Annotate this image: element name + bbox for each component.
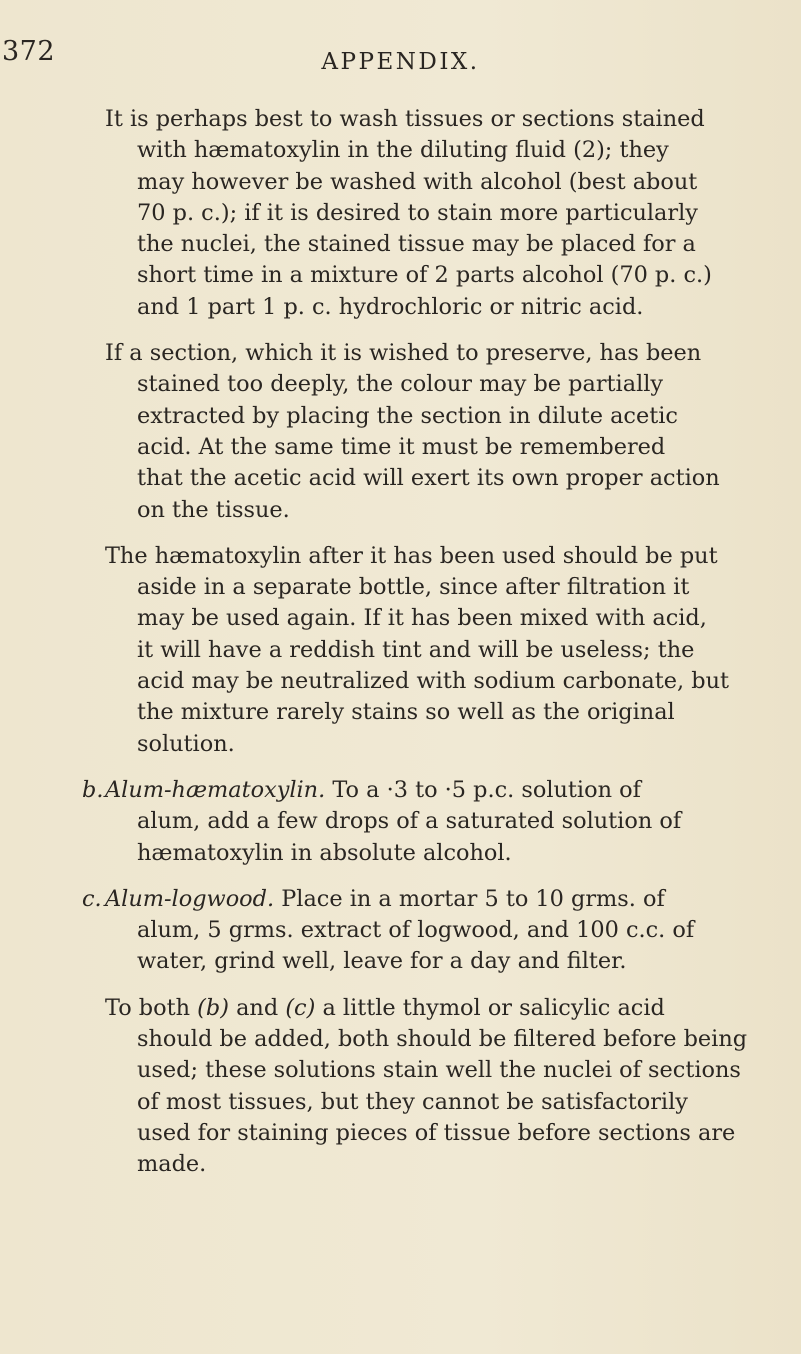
- text-line: alum, add a few drops of a saturated solution of: [137, 808, 682, 835]
- item-title: Alum-logwood.: [105, 885, 275, 912]
- text-line: 70 p. c.); if it is desired to stain more particularly: [137, 199, 698, 226]
- text-line: that the acetic acid will exert its own proper action: [137, 465, 720, 492]
- item-text: To a ·3 to ·5 p.c. solution of: [325, 776, 641, 803]
- text-line: The hæmatoxylin after it has been used should be put: [105, 542, 718, 569]
- running-head: APPENDIX.: [321, 49, 480, 75]
- text-line: may however be washed with alcohol (best about: [137, 168, 698, 195]
- text-line: the mixture rarely stains so well as the original: [137, 699, 675, 726]
- item-text: Place in a mortar 5 to 10 grms. of: [274, 885, 665, 912]
- item-marker: c.: [82, 885, 102, 912]
- text-line: hæmatoxylin in absolute alcohol.: [137, 839, 512, 866]
- text-line: alum, 5 grms. extract of logwood, and 100 c.c. of: [137, 917, 695, 944]
- text-line: acid. At the same time it must be remembered: [137, 433, 666, 460]
- text-line: [105, 775, 739, 806]
- item-marker: b.: [82, 776, 104, 803]
- text-line: water, grind well, leave for a day and filter.: [137, 948, 627, 975]
- text-line: it will have a reddish tint and will be useless; the: [137, 636, 695, 663]
- text-line: may be used again. If it has been mixed with acid,: [137, 605, 707, 632]
- text-line: aside in a separate bottle, since after filtration it: [137, 574, 690, 601]
- text-line: of most tissues, but they cannot be satisfactorily: [137, 1088, 688, 1115]
- text-run: and: [228, 994, 286, 1021]
- text-line: used for staining pieces of tissue before sections are: [137, 1119, 736, 1146]
- paragraph: [105, 541, 739, 760]
- text-line: It is perhaps best to wash tissues or sections stained: [105, 106, 705, 132]
- text-run: To both: [105, 994, 198, 1021]
- text-line: and 1 part 1 p. c. hydrochloric or nitric acid.: [137, 293, 644, 320]
- text-line: [105, 884, 739, 915]
- text-line: on the tissue.: [137, 496, 290, 523]
- page-body: [82, 104, 748, 1196]
- text-line: If a section, which it is wished to preserve, has been: [105, 340, 702, 367]
- closing-paragraph: [105, 993, 748, 1181]
- list-item-c: [82, 884, 739, 978]
- list-item-b: [82, 775, 739, 869]
- text-line: should be added, both should be filtered before being: [137, 1026, 748, 1053]
- page-number: 372: [2, 36, 56, 67]
- text-line: used; these solutions stain well the nuclei of sections: [137, 1057, 741, 1084]
- text-line: the nuclei, the stained tissue may be placed for a: [137, 231, 696, 258]
- ref-c: (c): [285, 994, 316, 1021]
- text-line: acid may be neutralized with sodium carbonate, but: [137, 668, 730, 695]
- paragraph: [105, 104, 739, 323]
- text-line: made.: [137, 1151, 207, 1178]
- ref-b: (b): [197, 994, 229, 1021]
- text-line: short time in a mixture of 2 parts alcohol (70 p. c.): [137, 262, 712, 289]
- text-run: a little thymol or salicylic acid: [315, 994, 665, 1021]
- text-line: extracted by placing the section in dilute acetic: [137, 402, 678, 429]
- text-line: [105, 993, 739, 1024]
- paragraph: [105, 338, 739, 526]
- item-title: Alum-hæmatoxylin.: [105, 776, 326, 803]
- text-line: with hæmatoxylin in the diluting fluid (2); they: [137, 137, 669, 164]
- text-line: solution.: [137, 730, 235, 757]
- text-line: stained too deeply, the colour may be partially: [137, 371, 664, 398]
